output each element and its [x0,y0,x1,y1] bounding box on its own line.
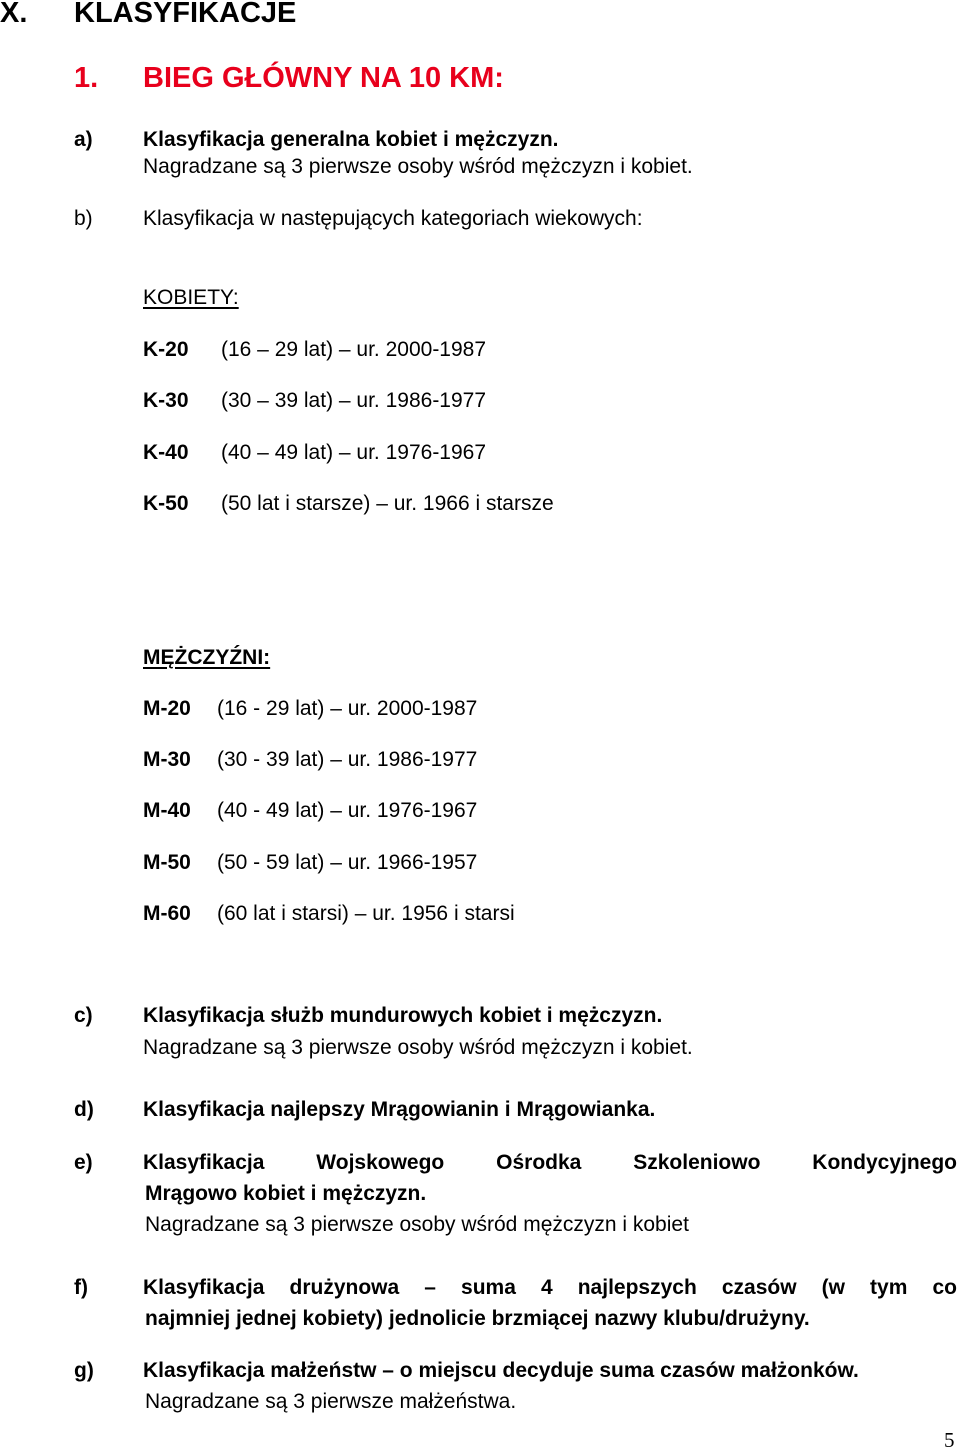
item-g-note: Nagradzane są 3 pierwsze małżeństwa. [145,1390,517,1413]
women-cat-desc: (40 – 49 lat) – ur. 1976-1967 [221,441,487,464]
men-cat-code: M-60 [143,902,191,925]
item-f-letter: f) [74,1276,88,1299]
men-cat-code: M-20 [143,697,191,720]
item-f-title-line2: najmniej jednej kobiety) jednolicie brzmiącej nazwy klubu/drużyny. [145,1307,810,1330]
item-b-title: Klasyfikacja w następujących kategoriach wiekowych: [143,207,643,230]
women-cat-code: K-50 [143,492,189,515]
item-c-note: Nagradzane są 3 pierwsze osoby wśród mężczyzn i kobiet. [143,1036,693,1059]
item-b-letter: b) [74,207,93,230]
men-cat-code: M-40 [143,799,191,822]
women-cat-code: K-30 [143,389,189,412]
men-cat-desc: (60 lat i starsi) – ur. 1956 i starsi [217,902,515,925]
section-title: KLASYFIKACJE [74,0,297,29]
women-heading: KOBIETY: [143,286,239,309]
page-number: 5 [944,1428,955,1452]
item-d-title: Klasyfikacja najlepszy Mrągowianin i Mrągowianka. [143,1098,656,1121]
item-e-title-line2: Mrągowo kobiet i mężczyzn. [145,1182,427,1205]
subsection-number: 1. [74,62,99,94]
women-cat-code: K-40 [143,441,189,464]
men-cat-code: M-30 [143,748,191,771]
item-c-letter: c) [74,1004,93,1027]
item-a-title: Klasyfikacja generalna kobiet i mężczyzn. [143,128,559,151]
item-e-letter: e) [74,1151,93,1174]
item-g-letter: g) [74,1359,94,1382]
item-d-letter: d) [74,1098,94,1121]
section-number: X. [0,0,28,29]
women-cat-desc: (50 lat i starsze) – ur. 1966 i starsze [221,492,554,515]
item-f-title-line1: Klasyfikacja drużynowa – suma 4 najlepszych czasów (w tym co [143,1276,957,1299]
subsection-title: BIEG GŁÓWNY NA 10 KM: [143,62,504,94]
men-heading: MĘŻCZYŹNI: [143,646,271,669]
item-e-title-line1: Klasyfikacja Wojskowego Ośrodka Szkoleniowo Kondycyjnego [143,1151,957,1174]
item-c-title: Klasyfikacja służb mundurowych kobiet i mężczyzn. [143,1004,663,1027]
women-cat-desc: (16 – 29 lat) – ur. 2000-1987 [221,338,487,361]
men-cat-code: M-50 [143,851,191,874]
item-a-note: Nagradzane są 3 pierwsze osoby wśród mężczyzn i kobiet. [143,155,693,178]
item-a-letter: a) [74,128,93,151]
women-cat-desc: (30 – 39 lat) – ur. 1986-1977 [221,389,487,412]
men-cat-desc: (50 - 59 lat) – ur. 1966-1957 [217,851,478,874]
men-cat-desc: (40 - 49 lat) – ur. 1976-1967 [217,799,478,822]
item-e-note: Nagradzane są 3 pierwsze osoby wśród mężczyzn i kobiet [145,1213,689,1236]
item-g-title: Klasyfikacja małżeństw – o miejscu decyduje suma czasów małżonków. [143,1359,859,1382]
men-cat-desc: (30 - 39 lat) – ur. 1986-1977 [217,748,478,771]
men-cat-desc: (16 - 29 lat) – ur. 2000-1987 [217,697,478,720]
women-cat-code: K-20 [143,338,189,361]
